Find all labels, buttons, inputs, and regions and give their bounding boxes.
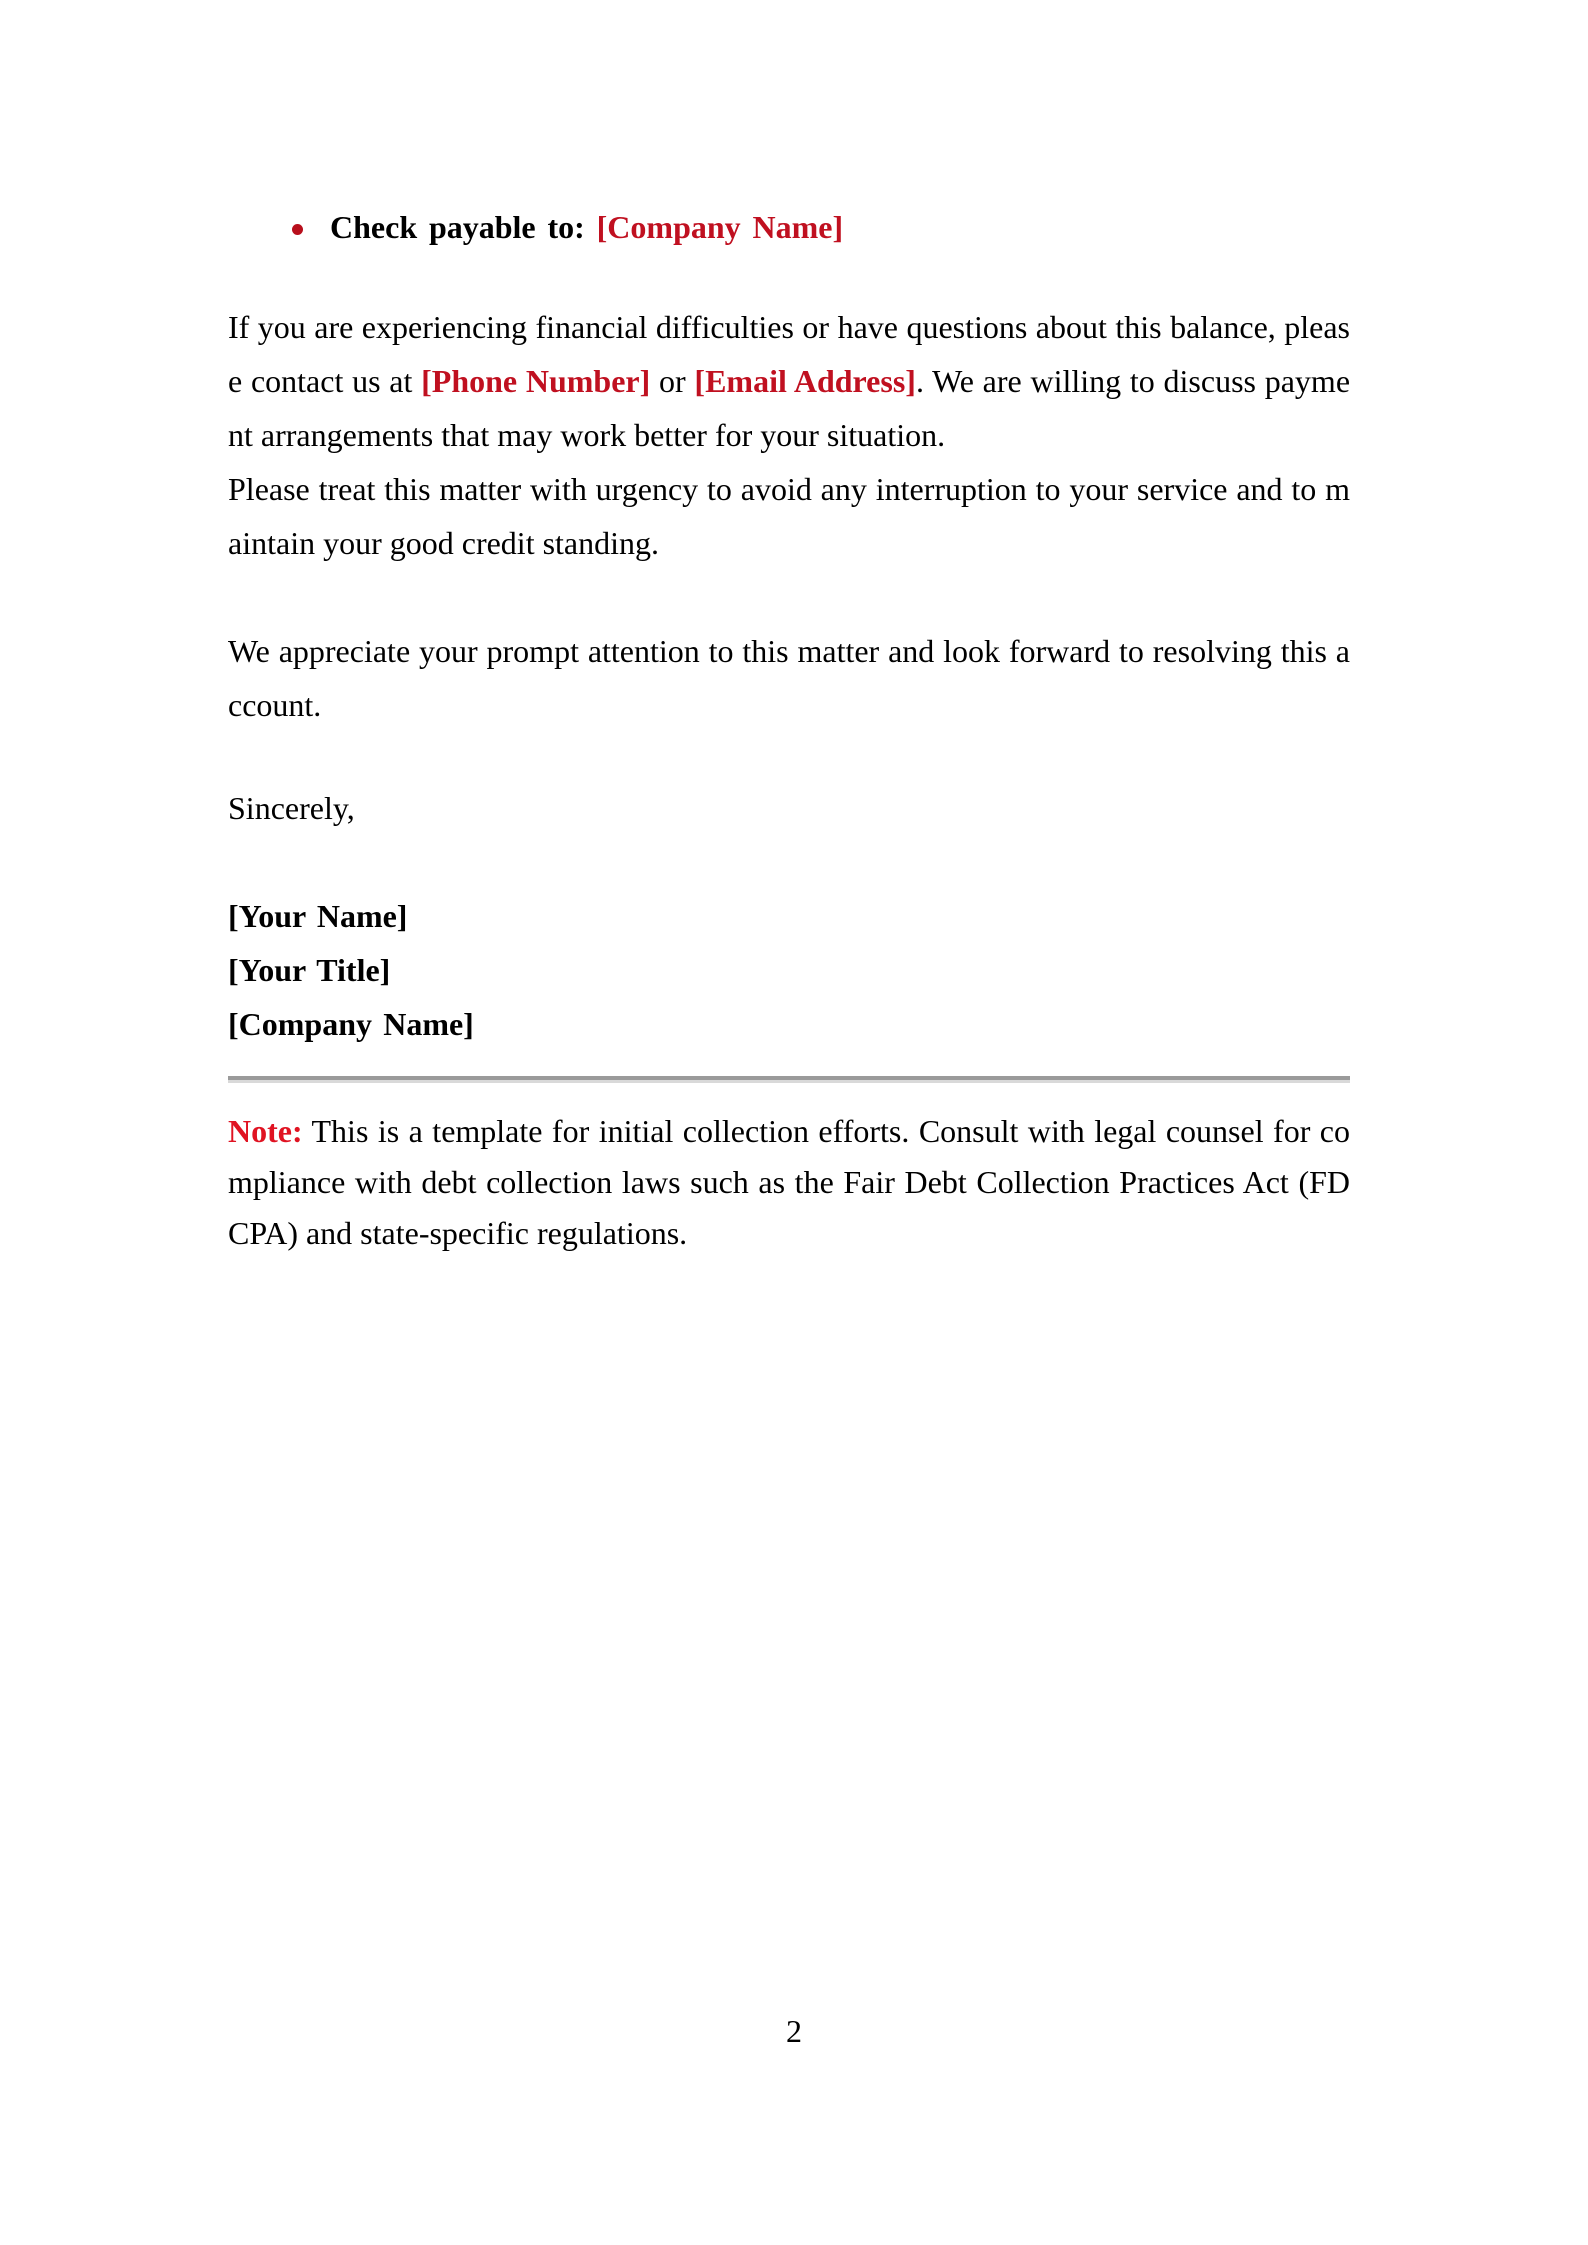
note-text: This is a template for initial collection efforts. Consult with legal counsel for compliance with debt collection laws such as the Fair Debt Collection Practices Act (FDCPA) and state-specific regulations. [228,1113,1350,1251]
list-item-check-payable [228,200,1350,254]
signature-block [228,889,1350,1051]
letter-body [228,0,1350,1259]
page-number: 2 [786,2013,802,2049]
paragraph-appreciation: We appreciate your prompt attention to this matter and look forward to resolving this account. [228,633,1350,723]
paragraph-urgency: Please treat this matter with urgency to avoid any interruption to your service and to maintain your good credit standing. [228,471,1350,561]
paragraph-financial-difficulties [228,300,1350,462]
p1-text-post: . We are willing to discuss payment arrangements that may work better for your situation. [228,363,1351,453]
signature-company-placeholder: [Company Name] [228,1006,474,1042]
p1-text-mid: or [650,363,695,399]
check-payable-label: Check payable to: [330,209,597,245]
bullet-icon [292,224,303,235]
note-label: Note: [228,1113,303,1149]
email-address-placeholder: [Email Address] [694,363,916,399]
signature-name-placeholder: [Your Name] [228,898,408,934]
company-name-placeholder: [Company Name] [596,209,844,245]
closing-salutation: Sincerely, [228,790,355,826]
bullet-text [330,200,843,254]
note-paragraph [228,1106,1350,1259]
divider-rule [228,1076,1350,1083]
phone-number-placeholder: [Phone Number] [421,363,651,399]
p1-text-pre: If you are experiencing financial difficulties or have questions about this balance, please contact us at [228,309,1350,399]
signature-title-placeholder: [Your Title] [228,952,391,988]
